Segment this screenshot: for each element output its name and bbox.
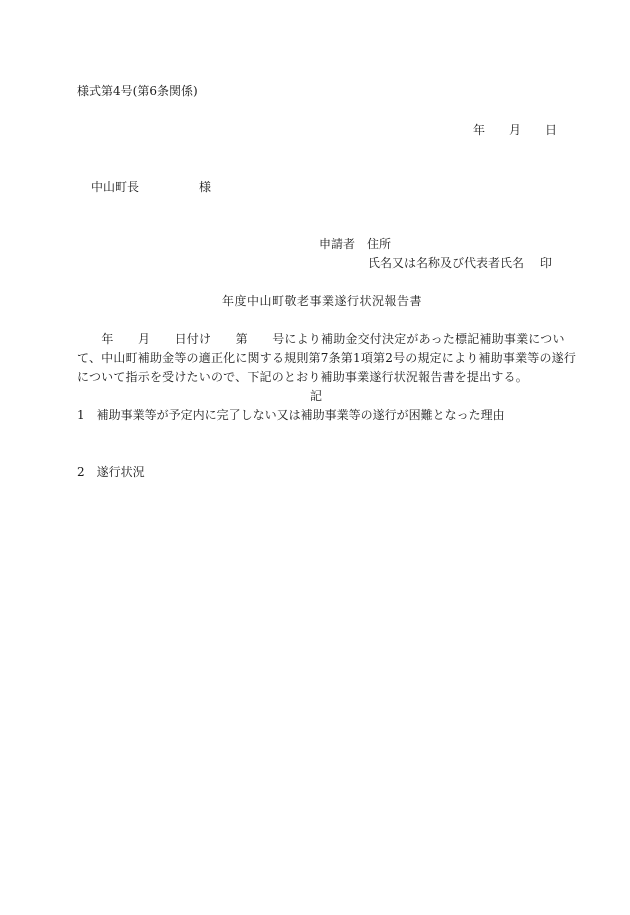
applicant-address-label: 申請者 住所 [319, 237, 392, 251]
body-line-2: て、中山町補助金等の適正化に関する規則第7条第1項第2号の規定により補助事業等の遂行 [77, 351, 577, 365]
body-line-1: 年 月 日付け 第 号により補助金交付決定があった標記補助事業につい [77, 332, 565, 346]
document-title: 年度中山町敬老事業遂行状況報告書 [222, 294, 423, 308]
applicant-name-label: 氏名又は名称及び代表者氏名 印 [368, 256, 552, 270]
item-1-reason: 1 補助事業等が予定内に完了しない又は補助事業等の遂行が困難となった理由 [77, 408, 505, 422]
body-line-3: について指示を受けたいので、下記のとおり補助事業遂行状況報告書を提出する。 [77, 370, 528, 384]
addressee: 中山町長 様 [91, 180, 212, 194]
date-line: 年 月 日 [473, 123, 558, 137]
item-2-status: 2 遂行状況 [77, 465, 145, 479]
form-number-label: 様式第4号(第6条関係) [77, 84, 198, 98]
ki-heading: 記 [310, 389, 323, 403]
